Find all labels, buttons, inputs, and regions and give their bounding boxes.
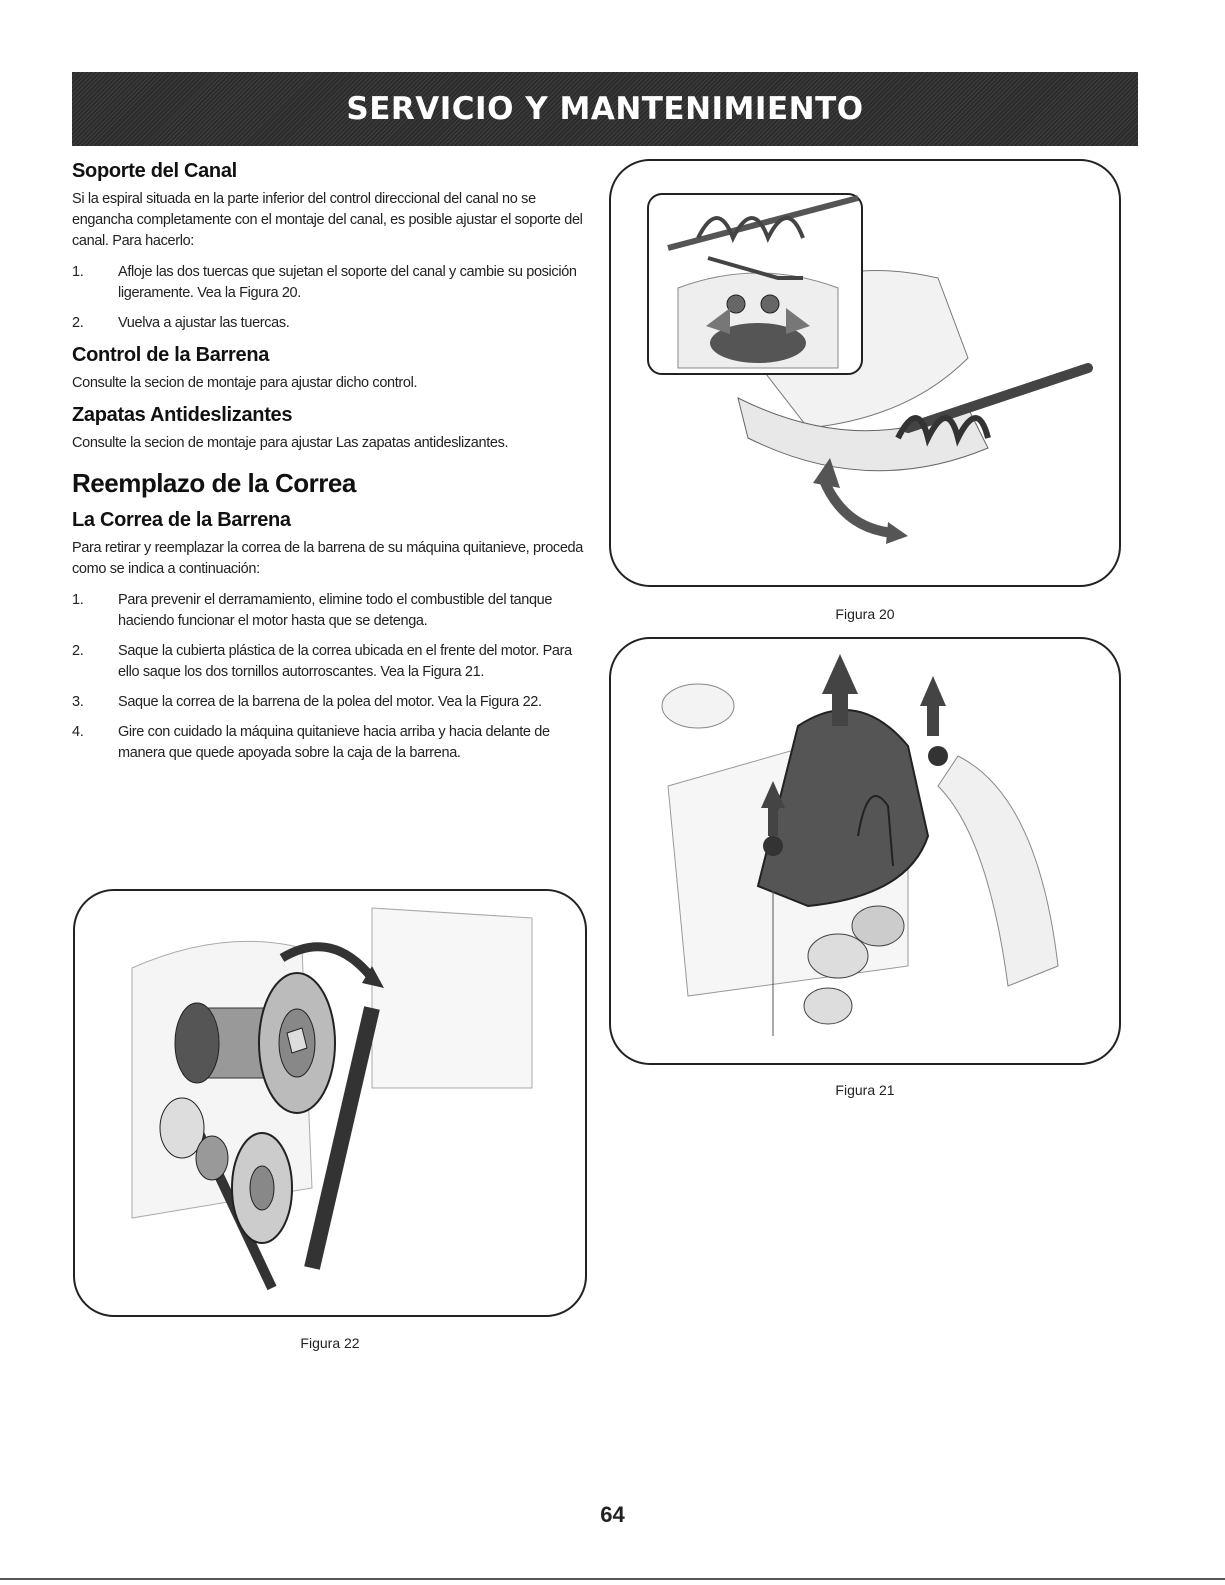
section-header-banner	[72, 72, 1138, 146]
figure-20-caption: Figura 20	[835, 606, 895, 622]
figure-21-belt-cover	[608, 636, 1122, 1066]
paragraph-soporte-intro: Si la espiral situada en la parte inferior del control direccional del canal no se engancha completamente con el montaje del canal, es posible ajustar el soporte del canal. Para hacerlo:	[72, 191, 583, 249]
list-reemplazo-steps	[72, 590, 592, 764]
figure-22-caption: Figura 22	[300, 1335, 360, 1351]
list-soporte-steps	[72, 262, 592, 334]
heading-correa-barrena: La Correa de la Barrena	[72, 509, 291, 531]
heading-zapatas: Zapatas Antideslizantes	[72, 404, 293, 426]
list-item: 2. Vuelva a ajustar las tuercas.	[72, 315, 290, 331]
heading-control-barrena: Control de la Barrena	[72, 344, 270, 366]
text-column	[72, 160, 592, 774]
paragraph-control: Consulte la secion de montaje para ajustar dicho control.	[72, 375, 418, 391]
list-item: 4. Gire con cuidado la máquina quitanieve hacia arriba y hacia delante de manera que quede apoyada sobre la caja de la barrena.	[72, 724, 550, 761]
page-number: 64	[600, 1502, 625, 1527]
bottom-divider	[0, 1578, 1225, 1580]
figure-21-caption: Figura 21	[835, 1082, 895, 1098]
list-item: 3. Saque la correa de la barrena de la polea del motor. Vea la Figura 22.	[72, 694, 542, 710]
list-item: 1. Para prevenir el derramamiento, elimine todo el combustible del tanque haciendo funcionar el motor hasta que se detenga.	[72, 592, 553, 629]
section-header-title: SERVICIO Y MANTENIMIENTO	[346, 91, 864, 127]
figure-20-chute-bracket	[608, 158, 1122, 588]
paragraph-reemplazo-intro: Para retirar y reemplazar la correa de la barrena de su máquina quitanieve, proceda como se indica a continuación:	[72, 540, 583, 577]
list-item: 1. Afloje las dos tuercas que sujetan el soporte del canal y cambie su posición ligeramente. Vea la Figura 20.	[72, 264, 577, 301]
heading-soporte-canal: Soporte del Canal	[72, 160, 237, 182]
paragraph-zapatas: Consulte la secion de montaje para ajustar Las zapatas antideslizantes.	[72, 435, 509, 451]
list-item: 2. Saque la cubierta plástica de la correa ubicada en el frente del motor. Para ello saque los dos tornillos autorroscantes. Vea la Figura 21.	[72, 643, 572, 680]
heading-reemplazo-correa: Reemplazo de la Correa	[72, 468, 356, 498]
figure-22-auger-belt	[72, 888, 588, 1318]
